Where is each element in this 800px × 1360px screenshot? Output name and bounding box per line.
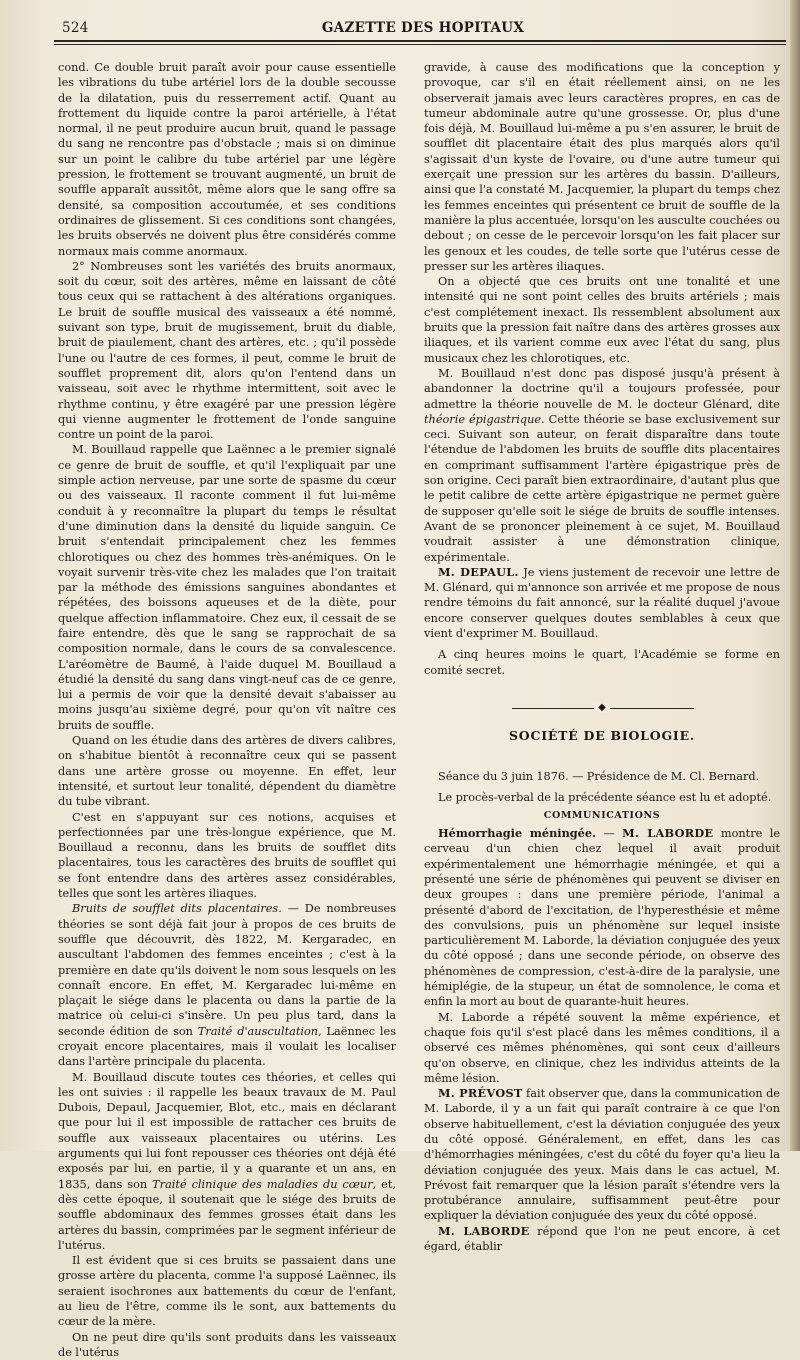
paragraph-text: — De nombreuses théories se sont déjà fait jour à propos de ces bruits de souffle que découvrit, dès 1822, M. Kergaradec, en auscultant l'abdomen des femmes enceintes ; c'est à la première en date qu'ils doivent le nom sous lesquels on les connaît encore. En effet, M. Kergaradec lui-même en plaçait le siége dans le placenta ou dans la partie de la matrice où celui-ci s'insère. Un peu plus tard, dans la seconde édition de son <box>58 902 396 1038</box>
paragraph: gravide, à cause des modifications que la conception y provoque, car s'il en était réellement ainsi, on ne les observerait jamais avec leurs caractères propres, en cas de tumeur abdominale autre qu'une grossesse. Or, plus d'une fois déjà, M. Bouillaud lui-même a pu s'en assurer, le bruit de soufflet dit placentaire était des plus marqués alors qu'il s'agissait d'un kyste de l'ovaire, ou d'une autre tumeur qui exerçait une pression sur les artères du bassin. D'ailleurs, ainsi que l'a constaté M. Jacquemier, la plupart du temps chez les femmes enceintes qui présentent ce bruit de souffle de la manière la plus accentuée, lorsqu'on les ausculte couchées ou debout ; on cesse de le percevoir lorsqu'on les fait placer sur les genoux et les coudes, de telle sorte que l'utérus cesse de presser sur les artères iliaques. <box>424 61 780 273</box>
speaker-name: M. LABORDE <box>622 826 714 841</box>
paragraph-text: montre le cerveau d'un chien chez lequel il avait produit expérimentalement une hémorrhagie méningée, et qui a présenté une série de phénomènes qui peuvent se diviser en deux groupes : dans une première période, l'animal a présenté d'abord de l'excitation, de l'hyperesthésie et même des convulsions, puis un phénomène sur lequel insiste particulièrement M. Laborde, la déviation conjuguée des yeux du côté opposé ; dans une seconde période, on observe des phénomènes de compression, c'est-à-dire de la paralysie, une hémiplégie, de la stupeur, un état de somnolence, le coma et enfin la mort au bout de quarante-huit heures. <box>424 827 781 1009</box>
paragraph <box>58 901 396 1069</box>
journal-title: GAZETTE DES HOPITAUX <box>321 20 525 36</box>
paragraph-heading: Bruits de soufflet dits placentaires. <box>72 902 282 916</box>
paragraph-text: répond que l'on ne peut encore, à cet égard, établir <box>424 1224 780 1254</box>
paragraph <box>424 826 780 1010</box>
paragraph-text: Je viens justement de recevoir une lettre de M. Glénard, qui m'annonce son arrivée et me propose de nous rendre témoins du fait annoncé, sur la réalité duquel j'avoue encore conserver quelques doutes semblables à ceux que vient d'exprimer M. Bouillaud. <box>424 565 780 640</box>
section-title: SOCIÉTÉ DE BIOLOGIE. <box>508 727 696 743</box>
paragraph: Quand on les étudie dans des artères de divers calibres, on s'habitue bientôt à reconnaître ceux qui se passent dans une artère grosse ou moyenne. En effet, leur intensité, et surtout leur tonalité, dépendent du diamètre du tube vibrant. <box>58 734 396 809</box>
header-rule-thick <box>54 40 786 42</box>
subheading: COMMUNICATIONS <box>543 809 661 821</box>
paragraph: Il est évident que si ces bruits se passaient dans une grosse artère du placenta, comme l'a supposé Laënnec, ils seraient isochrones aux battements du cœur de l'enfant, au lieu de l'être, comme ils le sont, aux battements du cœur de la mère. <box>58 1254 396 1329</box>
paragraph: cond. Ce double bruit paraît avoir pour cause essentielle les vibrations du tube artériel lors de la double secousse de la dilatation, puis du resserrement actif. Quant au frottement du liquide contre la paroi artérielle, à l'état normal, il ne peut produire aucun bruit, quand le passage du sang ne rencontre pas d'obstacle ; mais si on diminue sur un point le calibre du tube artériel par une légère pression, le frottement se trouvant augmenté, un bruit de souffle apparaît aussitôt, même alors que le sang offre sa densité, sa composition accoutumée, et ses conditions ordinaires de glissement. Si ces conditions sont changées, les bruits observés ne doivent plus être considérés comme normaux mais comme anormaux. <box>58 61 396 258</box>
theory-name: théorie épigastrique <box>424 412 542 426</box>
speaker-name: M. DEPAUL. <box>438 564 519 579</box>
paragraph-text: , et, dès cette époque, il soutenait que le siége des bruits de souffle abdominaux des femmes grosses était dans les artères du bassin, comprimées par le segment inférieur de l'utérus. <box>58 1177 396 1252</box>
paragraph: M. Laborde a répété souvent la même expérience, et chaque fois qu'il s'est placé dans les mêmes conditions, il a observé ces mêmes phénomènes, qui sont ceux d'ailleurs qu'on observe, en clinique, chez les individus atteints de la même lésion. <box>424 1010 780 1085</box>
paragraph: A cinq heures moins le quart, l'Académie se forme en comité secret. <box>424 648 780 677</box>
paragraph: On a objecté que ces bruits ont une tonalité et une intensité qui ne sont point celles des bruits artériels ; mais c'est complétement inexact. Ils ressemblent absolument aux bruits que la pression fait naître dans des artères grosses aux iliaques, et ils varient comme eux avec l'état du sang, plus musicaux chez les chlorotiques, etc. <box>424 275 780 365</box>
speaker-name: M. LABORDE <box>438 1223 530 1238</box>
paragraph <box>424 1224 780 1255</box>
speaker-name: M. PRÉVOST <box>438 1086 523 1101</box>
paragraph-text: M. Bouillaud discute toutes ces théories, et celles qui les ont suivies : il rappelle les beaux travaux de M. Paul Dubois, Depaul, Jacquemier, Blot, etc., mais en déclarant que pour lui il est impossible de rattacher ces bruits de souffle aux vaisseaux placentaires ou utérins. Les arguments qui lui font repousser ces théories ont déjà été exposés par lui, en partie, il y a quarante et un ans, en 1835, dans son <box>58 1070 396 1191</box>
book-title: Traité d'auscultation <box>197 1024 319 1038</box>
paragraph-text: fait observer que, dans la communication de M. Laborde, il y a un fait qui paraît contraire à ce que l'on observe habituellement, c'est la déviation conjuguée des yeux du côté opposé. Généralement, en effet, dans les cas d'hémorrhagies méningées, c'est du côté du foyer qu'a lieu la déviation conjuguée des yeux. Mais dans le cas actuel, M. Prévost fait remarquer que la lésion paraît s'étendre vers la protubérance annulaire, suffisamment peut-être pour expliquer la déviation conjuguée des yeux du côté opposé. <box>424 1087 780 1223</box>
paragraph: M. Bouillaud rappelle que Laënnec a le premier signalé ce genre de bruit de souffle, et qu'il l'expliquait par une simple action nerveuse, par une sorte de spasme du cœur ou des vaisseaux. Il raconte comment il fut lui-même conduit à y reconnaître la plupart du temps le résultat d'une diminution dans la densité du liquide sanguin. Ce bruit s'entendait principalement chez les femmes chlorotiques ou chez des hommes très-anémiques. On le voyait survenir très-vite chez les malades que l'on traitait par la méthode des émissions sanguines abondantes et répétées, des boissons aqueuses et de la diète, pour quelque affection inflammatoire. Chez eux, il cessait de se faire entendre, dès que le sang se rapprochait de sa composition normale, dans le cours de sa convalescence. L'aréomètre de Baumé, à l'aide duquel M. Bouillaud a étudié la densité du sang dans vingt-neuf cas de ce genre, lui a permis de voir que la densité devait s'abaisser au moins jusqu'au sixième degré, pour qu'on vît naître ces bruits de souffle. <box>58 443 396 732</box>
paragraph-text: . Cette théorie se base exclusivement sur ceci. Suivant son auteur, on ferait disparaître dans toute l'étendue de l'abdomen les bruits de souffle dits placentaires en comprimant suffisamment l'artère épigastrique près de son origine. Ceci paraît bien extraordinaire, d'autant plus que le petit calibre de cette artère épigastrique ne permet guère de supposer qu'elle soit le siége de bruits de souffle intenses. Avant de se prononcer pleinement à ce sujet, M. Bouillaud voudrait assister à une démonstration clinique, expérimentale. <box>424 412 780 564</box>
left-column <box>58 60 396 1360</box>
paragraph: 2° Nombreuses sont les variétés des bruits anormaux, soit du cœur, soit des artères, même en laissant de côté tous ceux qui se rattachent à des altérations organiques. Le bruit de souffle musical des vaisseaux a été nommé, suivant son type, bruit de mugissement, bruit du diable, bruit de piaulement, chant des artères, etc. ; qu'il possède l'une ou l'autre de ces formes, il peut, comme le bruit de soufflet proprement dit, alors qu'on l'entend dans un vaisseau, soit avec le rhythme intermittent, soit avec le rhythme continu, y être exagéré par une pression légère qui vienne augmenter le frottement de l'onde sanguine contre un point de la paroi. <box>58 259 396 442</box>
paragraph <box>424 366 780 565</box>
header-rule-thin <box>54 44 786 45</box>
paragraph <box>424 565 780 641</box>
page-header <box>62 20 784 38</box>
paragraph: C'est en s'appuyant sur ces notions, acquises et perfectionnées par une très-longue expérience, que M. Bouillaud a reconnu, dans les bruits de soufflet dits placentaires, tous les caractères des bruits de soufflet qui se font entendre dans des artères assez considérables, telles que sont les artères iliaques. <box>58 810 396 901</box>
paragraph-text: , Laënnec les croyait encore placentaires, mais il voulait les localiser dans l'artère principale du placenta. <box>58 1024 397 1069</box>
book-title: Traité clinique des maladies du cœur <box>152 1177 373 1191</box>
paragraph <box>58 1070 396 1254</box>
dash: — <box>596 827 623 841</box>
paragraph: On ne peut dire qu'ils sont produits dans les vaisseaux de l'utérus <box>58 1330 396 1359</box>
right-column <box>424 60 780 1254</box>
topic-heading: Hémorrhagie méningée. <box>438 826 596 841</box>
session-line: Séance du 3 juin 1876. — Présidence de M. Cl. Bernard. <box>438 770 760 784</box>
page-number: 524 <box>62 20 89 36</box>
diamond-ornament-icon: ◆ <box>594 703 610 713</box>
minutes-line: Le procès-verbal de la précédente séance est lu et adopté. <box>438 791 772 805</box>
paragraph <box>424 1086 780 1224</box>
section-divider <box>424 702 780 716</box>
page-edge-shadow <box>790 0 800 1151</box>
paragraph-text: M. Bouillaud n'est donc pas disposé jusqu'à présent à abandonner la doctrine qu'il a toujours professée, pour admettre la théorie nouvelle de M. le docteur Glénard, dite <box>424 366 780 411</box>
